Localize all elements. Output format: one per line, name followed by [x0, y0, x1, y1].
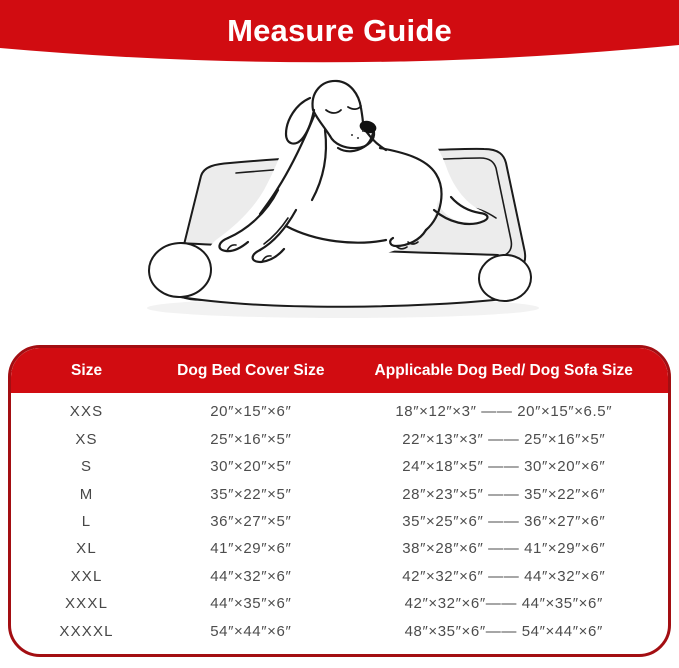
cover-size-value: 25″×16″×5″ [210, 430, 292, 448]
cover-size-value: 41″×29″×6″ [210, 540, 292, 558]
size-label: S [80, 458, 93, 476]
cover-size-value: 20″×15″×6″ [210, 403, 292, 421]
cover-size-value: 44″×35″×6″ [210, 595, 292, 613]
table-row [11, 431, 668, 448]
size-chart-header-row [11, 348, 668, 393]
size-label: M [79, 485, 94, 503]
dog-bed-illustration [128, 68, 552, 326]
size-label: XXXXL [59, 622, 114, 640]
table-row [11, 513, 668, 530]
column-header-cover-size: Dog Bed Cover Size [177, 361, 325, 379]
size-label: XXS [69, 403, 104, 421]
size-label: XXL [70, 567, 103, 585]
applicable-size-value: 38″×28″×6″ —— 41″×29″×6″ [402, 540, 606, 558]
page-title: Measure Guide [227, 13, 452, 48]
table-row [11, 540, 668, 557]
cover-size-value: 54″×44″×6″ [210, 622, 292, 640]
cover-size-value: 30″×20″×5″ [210, 458, 292, 476]
applicable-size-value: 22″×13″×3″ —— 25″×16″×5″ [402, 430, 606, 448]
size-chart [8, 345, 671, 657]
table-row [11, 568, 668, 585]
table-row [11, 403, 668, 420]
applicable-size-value: 24″×18″×5″ —— 30″×20″×6″ [402, 458, 606, 476]
cover-size-value: 44″×32″×6″ [210, 567, 292, 585]
table-row [11, 486, 668, 503]
applicable-size-value: 42″×32″×6″ —— 44″×32″×6″ [402, 567, 606, 585]
table-row [11, 458, 668, 475]
applicable-size-value: 35″×25″×6″ —— 36″×27″×6″ [402, 512, 606, 530]
table-row [11, 595, 668, 612]
applicable-size-value: 18″×12″×3″ —— 20″×15″×6.5″ [395, 403, 613, 421]
table-row [11, 623, 668, 640]
size-label: XXXL [64, 595, 109, 613]
column-header-applicable-size: Applicable Dog Bed/ Dog Sofa Size [374, 361, 633, 379]
size-label: XL [76, 540, 97, 558]
size-label: L [81, 512, 92, 530]
applicable-size-value: 48″×35″×6″—— 54″×44″×6″ [404, 622, 603, 640]
cover-size-value: 36″×27″×5″ [210, 512, 292, 530]
cover-size-value: 35″×22″×5″ [210, 485, 292, 503]
column-header-size: Size [71, 361, 103, 379]
applicable-size-value: 28″×23″×5″ —— 35″×22″×6″ [402, 485, 606, 503]
applicable-size-value: 42″×32″×6″—— 44″×35″×6″ [404, 595, 603, 613]
size-chart-body [11, 393, 668, 654]
size-label: XS [75, 430, 98, 448]
dog-on-bed-drawing [128, 68, 552, 326]
